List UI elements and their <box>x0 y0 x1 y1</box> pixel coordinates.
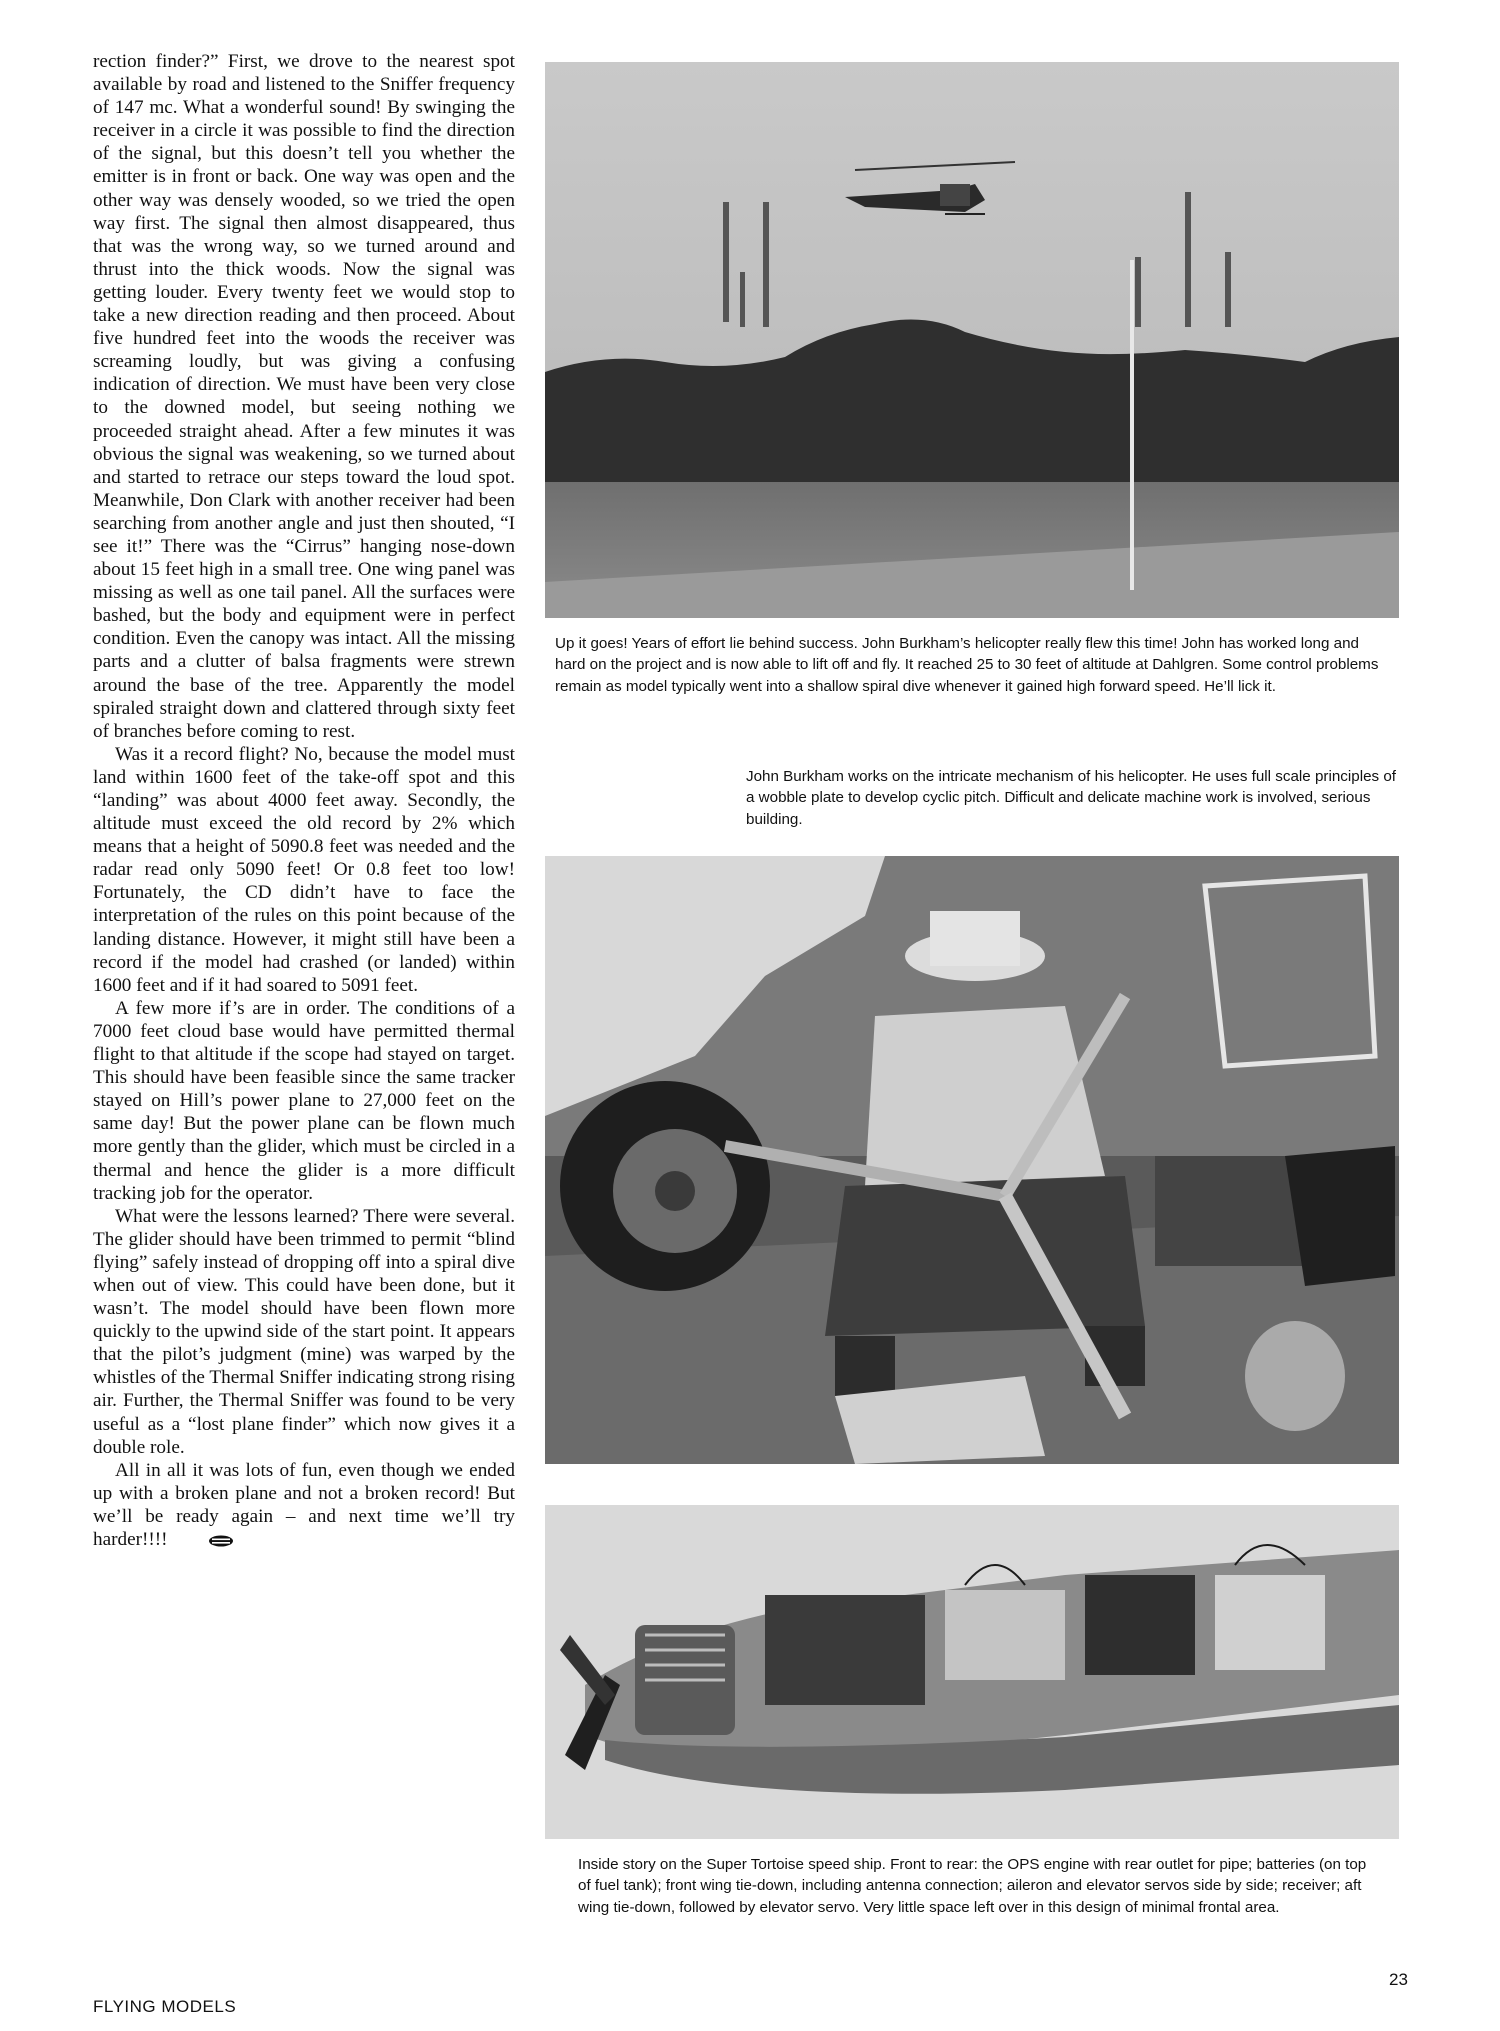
article-paragraph-3: A few more if’s are in order. The conditions of a 7000 feet cloud base would have permitted thermal flight to that altitude if the scope had stayed on target. This should have been feasible since the same tracker stayed on Hill’s power plane to 27,000 feet on the same day! But the power plane can be flown much more gently than the glider, which must be circled in a thermal and hence the glider is a more difficult tracking job for the operator. <box>93 997 515 1204</box>
helicopter-flight-photo <box>545 62 1399 618</box>
article-paragraph-5 <box>93 1459 515 1551</box>
burkham-working-photo <box>545 856 1399 1464</box>
burkham-working-caption: John Burkham works on the intricate mechanism of his helicopter. He uses full scale principles of a wobble plate to develop cyclic pitch. Difficult and delicate machine work is involved, serious building. <box>746 768 1396 828</box>
super-tortoise-caption: Inside story on the Super Tortoise speed ship. Front to rear: the OPS engine with rear outlet for pipe; batteries (on top of fuel tank); front wing tie-down, including antenna connection; aileron and elevator servos side by side; receiver; aft wing tie-down, followed by elevator servo. Very little space left over in this design of minimal frontal area. <box>578 1856 1367 1916</box>
super-tortoise-photo <box>545 1505 1399 1839</box>
article-paragraph-2: Was it a record flight? No, because the model must land within 1600 feet of the take-off spot and this “landing” was about 4000 feet away. Secondly, the altitude must exceed the old record by 2% which means that a height of 5090.8 feet was needed and the radar read only 5090 feet! Or 0.8 feet too low! Fortunately, the CD didn’t have to face the interpretation of the rules on this point because of the landing distance. However, it might still have been a record if the model had crashed (or landed) within 1600 feet and if it had soared to 5091 feet. <box>93 743 515 996</box>
end-of-article-logo-icon <box>208 1535 234 1547</box>
page-number: 23 <box>1389 1970 1408 1989</box>
magazine-name: FLYING MODELS <box>93 1997 237 2016</box>
helicopter-flight-caption: Up it goes! Years of effort lie behind success. John Burkham’s helicopter really flew this time! John has worked long and hard on the project and is now able to lift off and fly. It reached 25 to 30 feet of altitude at Dahlgren. Some control problems remain as model typically went into a shallow spiral dive whenever it gained high forward speed. He’ll lick it. <box>555 635 1379 695</box>
article-column <box>93 50 515 1551</box>
article-paragraph-1: rection finder?” First, we drove to the nearest spot available by road and listened to the Sniffer frequency of 147 mc. What a wonderful sound! By swinging the receiver in a circle it was possible to find the direction of the signal, but this doesn’t tell you whether the emitter is in front or back. One way was open and the other way was densely wooded, so we tried the open way first. The signal then almost disappeared, thus that was the wrong way, so we turned around and thrust into the thick woods. Now the signal was getting louder. Every twenty feet we would stop to take a new direction reading and then proceed. About five hundred feet into the woods the receiver was screaming loudly, but was giving a confusing indication of direction. We must have been very close to the downed model, but seeing nothing we proceeded straight ahead. After a few minutes it was obvious the signal was weakening, so we turned about and started to retrace our steps toward the loud spot. Meanwhile, Don Clark with another receiver had been searching from another angle and just then shouted, “I see it!” There was the “Cirrus” hanging nose-down about 15 feet high in a small tree. One wing panel was missing as well as one tail panel. All the surfaces were bashed, but the body and equipment were in perfect condition. Even the canopy was intact. All the missing parts and a clutter of balsa fragments were strewn around the base of the tree. Apparently the model spiraled straight down and clattered through sixty feet of branches before coming to rest. <box>93 51 515 742</box>
article-paragraph-5-text: All in all it was lots of fun, even though we ended up with a broken plane and not a broken record! But we’ll be ready again – and next time we’ll try harder!!!! <box>93 1459 515 1550</box>
article-paragraph-4: What were the lessons learned? There were several. The glider should have been trimmed to permit “blind flying” safely instead of dropping off into a spiral dive when out of view. This could have been done, but it wasn’t. The model should have been flown more quickly to the upwind side of the start point. It appears that the pilot’s judgment (mine) was warped by the whistles of the Thermal Sniffer indicating strong rising air. Further, the Thermal Sniffer was found to be very useful as a “lost plane finder” which now gives it a double role. <box>93 1205 515 1458</box>
